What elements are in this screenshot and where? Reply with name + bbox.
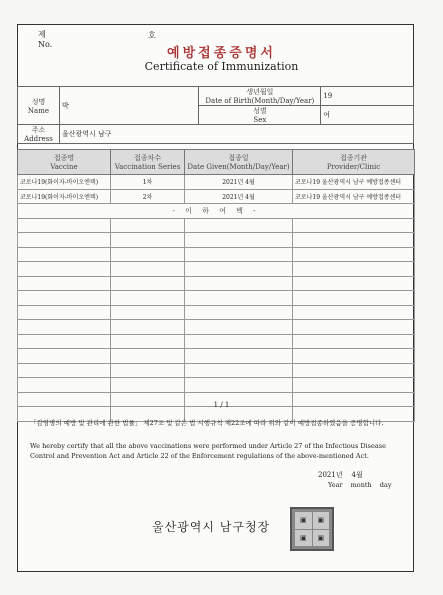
end-marker-row bbox=[18, 204, 415, 219]
empty-row bbox=[18, 233, 415, 248]
month-label: month bbox=[350, 481, 372, 489]
title-english: Certificate of Immunization bbox=[144, 60, 299, 73]
name-value: 박 bbox=[59, 87, 198, 125]
vaccine-cell: 코로나19(화이자-바이오엔텍) bbox=[18, 175, 111, 190]
empty-row bbox=[18, 247, 415, 262]
vaccination-table bbox=[17, 149, 415, 422]
issue-date-english bbox=[328, 481, 392, 489]
series-cell: 2차 bbox=[111, 189, 185, 204]
empty-row bbox=[18, 334, 415, 349]
seal-quadrant: ▣ bbox=[295, 530, 312, 547]
address-label: 주소 Address bbox=[18, 125, 60, 144]
empty-row bbox=[18, 305, 415, 320]
personal-info-table bbox=[17, 86, 414, 144]
empty-row bbox=[18, 363, 415, 378]
empty-row bbox=[18, 291, 415, 306]
sex-value: 여 bbox=[321, 106, 414, 125]
empty-row bbox=[18, 276, 415, 291]
empty-row bbox=[18, 349, 415, 364]
ho-label: 호 bbox=[148, 31, 156, 40]
series-cell: 1차 bbox=[111, 175, 185, 190]
column-header-provider: 접종기관 Provider/Clinic bbox=[293, 150, 415, 175]
day-label: day bbox=[379, 481, 392, 489]
issue-month: 4월 bbox=[351, 471, 363, 479]
provider-cell: 코로나19 울산광역시 남구 예방접종센터 bbox=[293, 189, 415, 204]
sex-label: 성별 Sex bbox=[199, 106, 321, 125]
issuer-name: 울산광역시 남구청장 bbox=[152, 520, 271, 534]
empty-row bbox=[18, 320, 415, 335]
legal-text-korean: 「감염병의 예방 및 관리에 관한 법률」 제27조 및 같은 법 시행규칙 제22조에 따라 위와 같이 예방접종하였음을 증명합니다. bbox=[30, 419, 384, 427]
empty-row bbox=[18, 218, 415, 233]
empty-row bbox=[18, 262, 415, 277]
provider-cell: 코로나19 울산광역시 남구 예방접종센터 bbox=[293, 175, 415, 190]
issue-year: 2021년 bbox=[318, 471, 343, 479]
year-label: Year bbox=[328, 481, 343, 489]
no-label-en: No. bbox=[38, 40, 53, 49]
table-row bbox=[18, 189, 415, 204]
page-number: 1 / 1 bbox=[213, 401, 230, 409]
name-label: 성명 Name bbox=[18, 87, 60, 125]
address-value: 울산광역시 남구 bbox=[59, 125, 413, 144]
column-header-date: 접종일 Date Given(Month/Day/Year) bbox=[185, 150, 293, 175]
seal-quadrant: ▣ bbox=[295, 512, 312, 529]
dob-value: 19 bbox=[321, 87, 414, 106]
end-marker: - 이 하 여 백 - bbox=[18, 204, 415, 219]
legal-text-english: We hereby certify that all the above vaccinations were performed under Article 27 of the Infectious Disease Control and Prevention Act and Article 22 of the Enforcement regulations of the above-mentioned Act. bbox=[30, 442, 386, 460]
column-header-vaccine: 접종명 Vaccine bbox=[18, 150, 111, 175]
dob-label: 생년월일 Date of Birth(Month/Day/Year) bbox=[199, 87, 321, 106]
title-korean: 예방접종증명서 bbox=[167, 46, 276, 61]
no-label-ko: 제 bbox=[38, 30, 46, 39]
date-cell: 2021년 4월 bbox=[185, 175, 293, 190]
seal-quadrant: ▣ bbox=[313, 530, 330, 547]
empty-row bbox=[18, 378, 415, 393]
issue-date bbox=[318, 470, 363, 480]
official-seal bbox=[290, 507, 334, 551]
vaccine-cell: 코로나19(화이자-바이오엔텍) bbox=[18, 189, 111, 204]
seal-quadrant: ▣ bbox=[313, 512, 330, 529]
table-row bbox=[18, 175, 415, 190]
date-cell: 2021년 4월 bbox=[185, 189, 293, 204]
column-header-series: 접종차수 Vaccination Series bbox=[111, 150, 185, 175]
